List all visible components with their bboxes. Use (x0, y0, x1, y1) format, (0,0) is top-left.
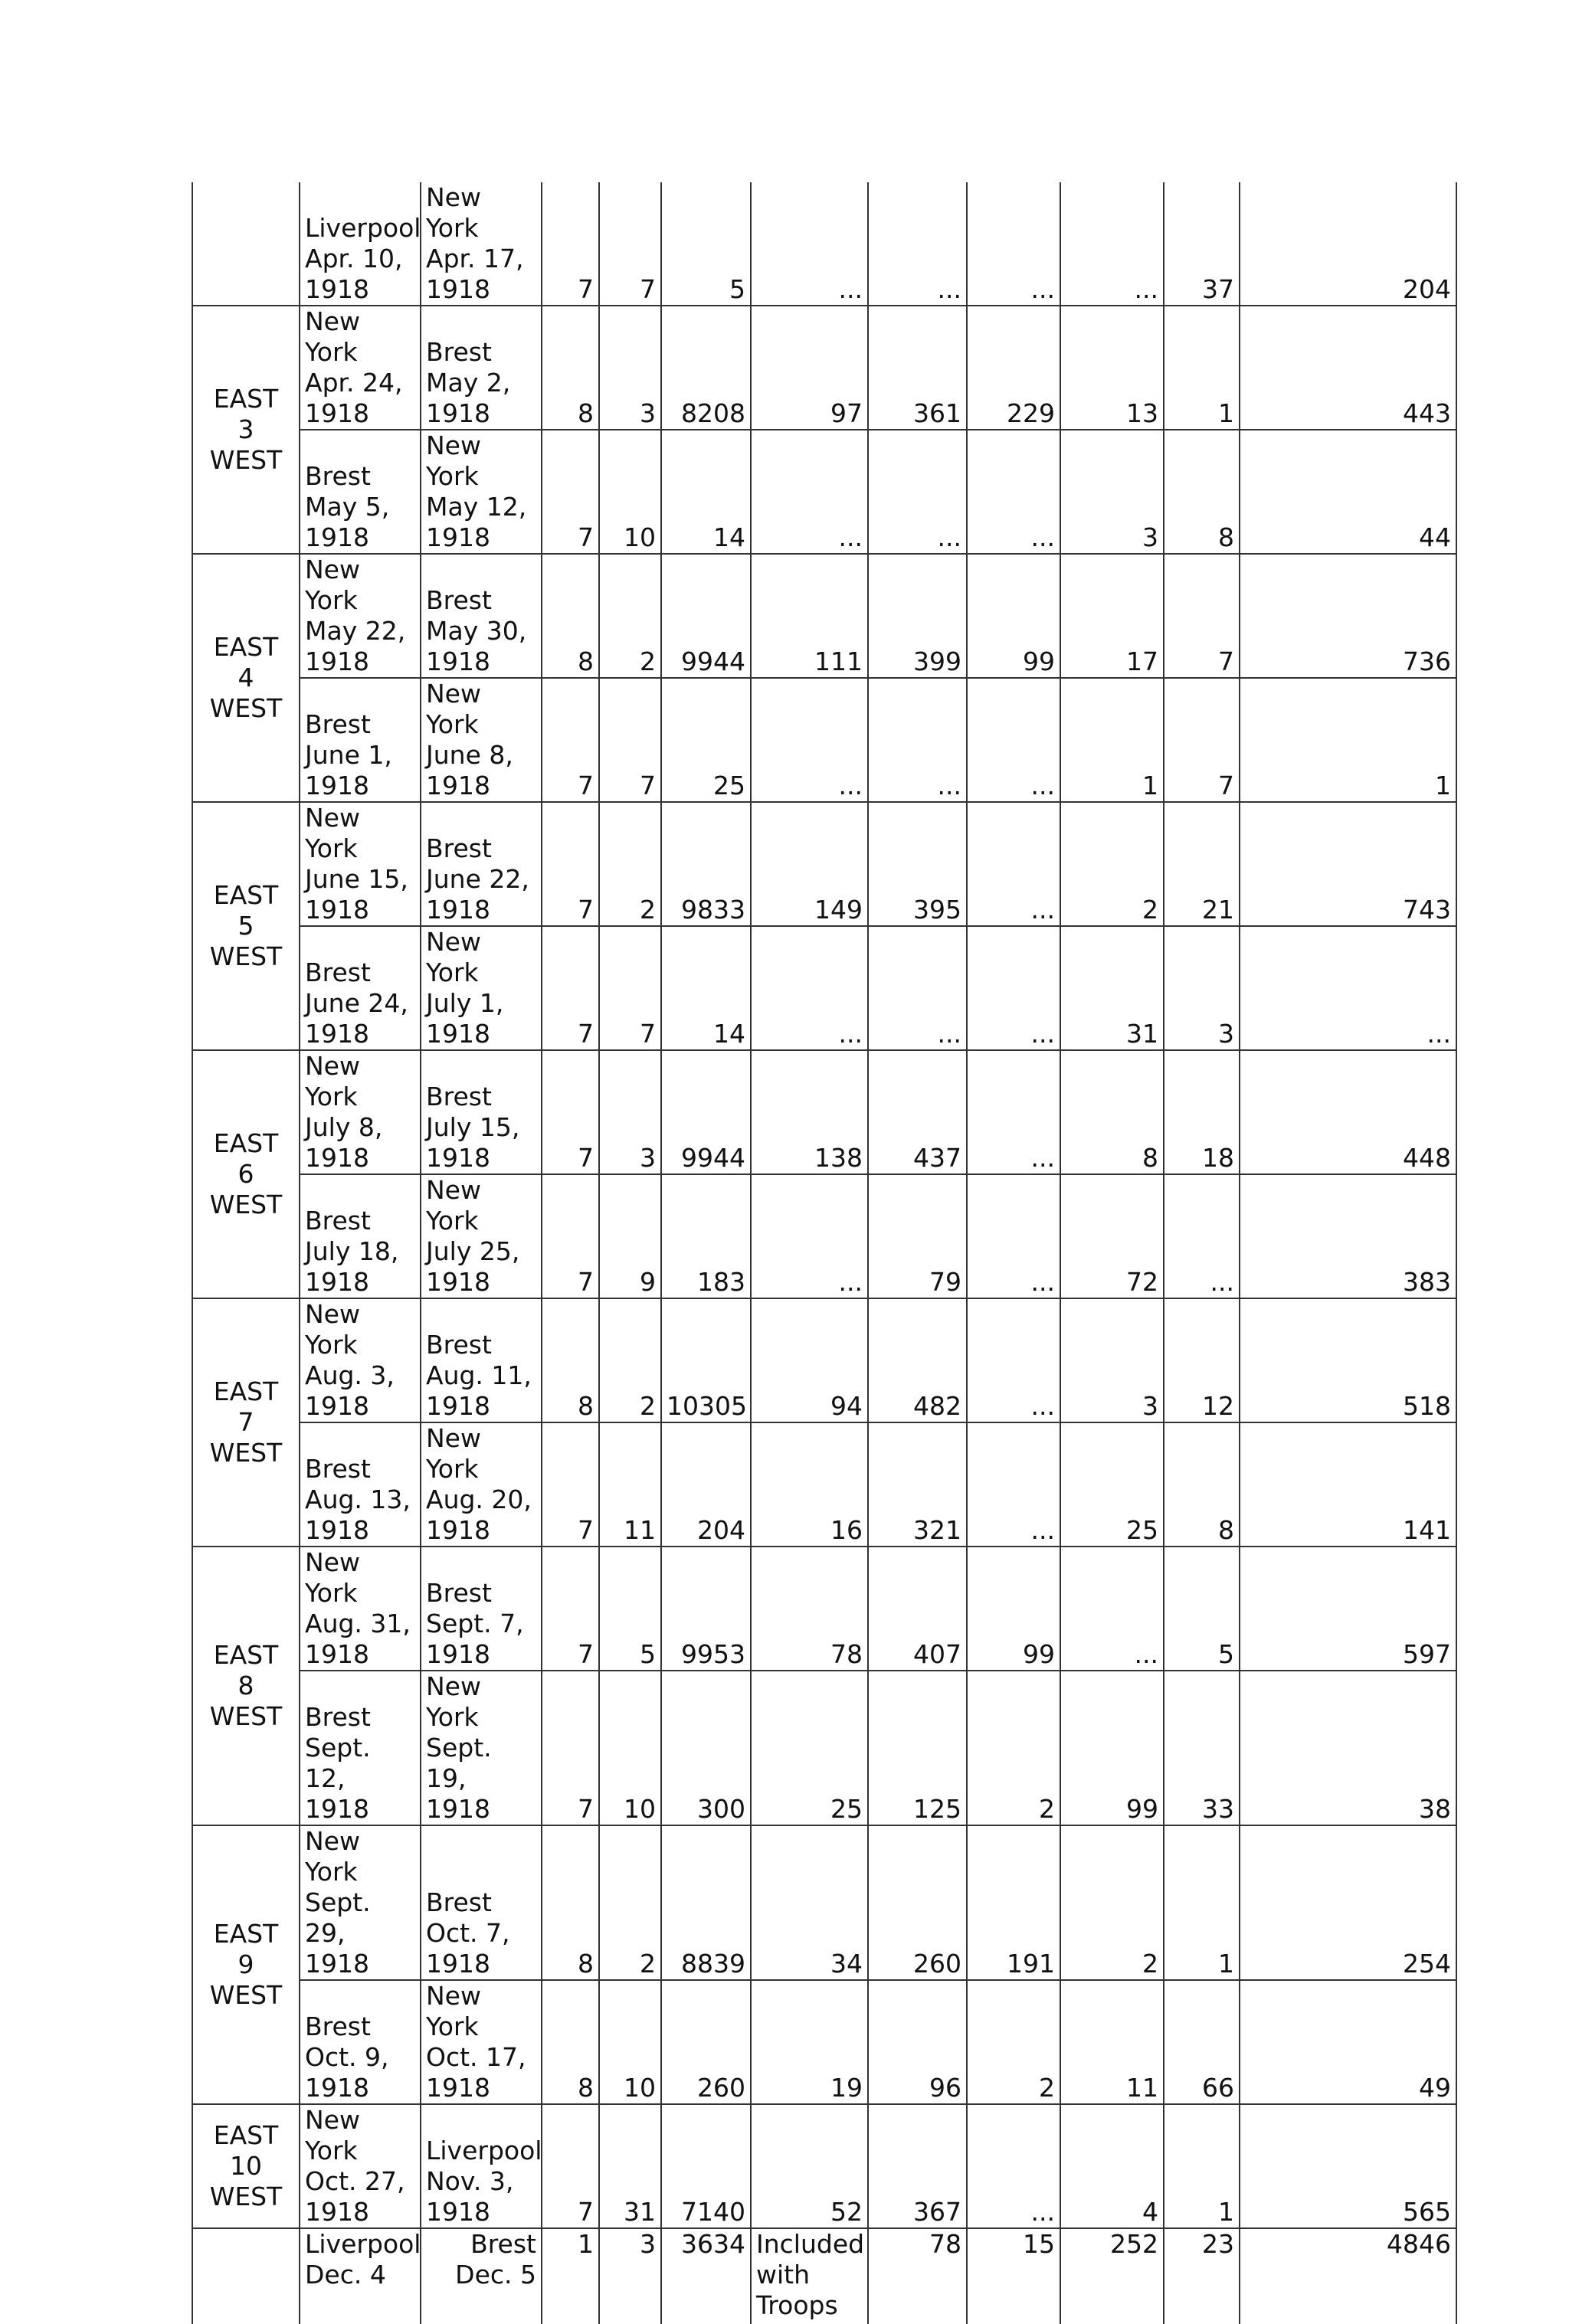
value-cell-c9: 4846 (1240, 2228, 1456, 2324)
value-cell-c2: 2 (599, 1825, 661, 1980)
value-cell-c3: 14 (661, 926, 751, 1050)
value-cell-c5: 260 (868, 1825, 967, 1980)
departure-cell: New York Aug. 3, 1918 (300, 1298, 421, 1422)
value-cell-c2: 9 (599, 1174, 661, 1298)
value-cell-c2: 31 (599, 2104, 661, 2228)
value-cell-c2: 3 (599, 1050, 661, 1174)
value-cell-c3: 9944 (661, 554, 751, 678)
arrival-cell: New York May 12, 1918 (421, 430, 542, 554)
departure-cell: Liverpool Dec. 4 (300, 2228, 421, 2324)
value-cell-c1: 8 (542, 1980, 599, 2104)
table-row (192, 1671, 1456, 1825)
value-cell-c2: 3 (599, 2228, 661, 2324)
value-cell-c3: 5 (661, 182, 751, 306)
voyage-group-cell: EAST 4 WEST (192, 554, 300, 802)
value-cell-c4: ... (751, 182, 868, 306)
value-cell-c1: 7 (542, 1174, 599, 1298)
value-cell-c5: 79 (868, 1174, 967, 1298)
value-cell-c3: 8208 (661, 306, 751, 430)
value-cell-c6: ... (967, 926, 1060, 1050)
arrival-cell: New York Oct. 17, 1918 (421, 1980, 542, 2104)
value-cell-c8: 21 (1164, 802, 1240, 926)
value-cell-c2: 11 (599, 1422, 661, 1547)
value-cell-c9: 141 (1240, 1422, 1456, 1547)
value-cell-c6: 191 (967, 1825, 1060, 1980)
value-cell-c3: 9953 (661, 1547, 751, 1671)
value-cell-c2: 2 (599, 1298, 661, 1422)
value-cell-c7: 8 (1060, 1050, 1164, 1174)
table-row (192, 1298, 1456, 1422)
value-cell-c4: 25 (751, 1671, 868, 1825)
value-cell-c8: 66 (1164, 1980, 1240, 2104)
value-cell-c9: 443 (1240, 306, 1456, 430)
value-cell-c8: 37 (1164, 182, 1240, 306)
table-row (192, 1547, 1456, 1671)
value-cell-c4: ... (751, 1174, 868, 1298)
value-cell-c4: 34 (751, 1825, 868, 1980)
value-cell-c2: 7 (599, 678, 661, 802)
value-cell-c9: 254 (1240, 1825, 1456, 1980)
value-cell-c6: ... (967, 802, 1060, 926)
value-cell-c8: 8 (1164, 430, 1240, 554)
value-cell-c6: ... (967, 182, 1060, 306)
value-cell-c5: ... (868, 430, 967, 554)
value-cell-c4: 149 (751, 802, 868, 926)
departure-cell: New York June 15, 1918 (300, 802, 421, 926)
value-cell-c7: 1 (1060, 678, 1164, 802)
value-cell-c7: ... (1060, 182, 1164, 306)
arrival-cell: New York July 1, 1918 (421, 926, 542, 1050)
value-cell-c1: 7 (542, 678, 599, 802)
value-cell-c9: 448 (1240, 1050, 1456, 1174)
value-cell-c3: 260 (661, 1980, 751, 2104)
value-cell-c8: 18 (1164, 1050, 1240, 1174)
table-row (192, 1174, 1456, 1298)
departure-cell: Brest May 5, 1918 (300, 430, 421, 554)
value-cell-c9: 38 (1240, 1671, 1456, 1825)
voyage-group-cell: EAST 5 WEST (192, 802, 300, 1050)
value-cell-c9: 597 (1240, 1547, 1456, 1671)
value-cell-c3: 8839 (661, 1825, 751, 1980)
table-row (192, 1825, 1456, 1980)
value-cell-c3: 10305 (661, 1298, 751, 1422)
departure-cell: New York May 22, 1918 (300, 554, 421, 678)
arrival-cell: Brest May 30, 1918 (421, 554, 542, 678)
value-cell-c5: 437 (868, 1050, 967, 1174)
table-row (192, 926, 1456, 1050)
value-cell-c8: 7 (1164, 678, 1240, 802)
departure-cell: Liverpool Apr. 10, 1918 (300, 182, 421, 306)
value-cell-c7: 3 (1060, 1298, 1164, 1422)
value-cell-c7: 4 (1060, 2104, 1164, 2228)
value-cell-c5: 407 (868, 1547, 967, 1671)
value-cell-c6: 229 (967, 306, 1060, 430)
table-row (192, 2104, 1456, 2228)
value-cell-c3: 25 (661, 678, 751, 802)
voyage-table-sheet (192, 182, 1451, 2320)
value-cell-c9: 204 (1240, 182, 1456, 306)
value-cell-c6: ... (967, 1422, 1060, 1547)
value-cell-c7: 17 (1060, 554, 1164, 678)
value-cell-c4: 138 (751, 1050, 868, 1174)
value-cell-c7: 31 (1060, 926, 1164, 1050)
table-row (192, 1980, 1456, 2104)
voyage-group-cell: EAST 10 WEST (192, 2104, 300, 2228)
value-cell-c3: 7140 (661, 2104, 751, 2228)
departure-cell: New York Sept. 29, 1918 (300, 1825, 421, 1980)
value-cell-c8: 23 (1164, 2228, 1240, 2324)
value-cell-c2: 10 (599, 1671, 661, 1825)
arrival-cell: Brest June 22, 1918 (421, 802, 542, 926)
departure-cell: Brest June 1, 1918 (300, 678, 421, 802)
voyage-group-cell (192, 182, 300, 306)
voyage-group-cell: EAST 9 WEST (192, 1825, 300, 2104)
arrival-cell: Brest Aug. 11, 1918 (421, 1298, 542, 1422)
value-cell-c4: 111 (751, 554, 868, 678)
value-cell-c1: 7 (542, 802, 599, 926)
voyage-group-cell: EAST 7 WEST (192, 1298, 300, 1547)
voyage-group-cell: EAST 6 WEST (192, 1050, 300, 1298)
value-cell-c3: 183 (661, 1174, 751, 1298)
value-cell-c1: 8 (542, 306, 599, 430)
table-row (192, 306, 1456, 430)
value-cell-c5: ... (868, 678, 967, 802)
arrival-cell: New York Apr. 17, 1918 (421, 182, 542, 306)
value-cell-c9: ... (1240, 926, 1456, 1050)
value-cell-c7: 2 (1060, 1825, 1164, 1980)
value-cell-c7: 13 (1060, 306, 1164, 430)
value-cell-c5: 125 (868, 1671, 967, 1825)
departure-cell: New York Oct. 27, 1918 (300, 2104, 421, 2228)
value-cell-c4: 16 (751, 1422, 868, 1547)
value-cell-c8: 7 (1164, 554, 1240, 678)
value-cell-c5: 395 (868, 802, 967, 926)
value-cell-c6: 2 (967, 1980, 1060, 2104)
value-cell-c9: 743 (1240, 802, 1456, 926)
value-cell-c8: 33 (1164, 1671, 1240, 1825)
value-cell-c5: 482 (868, 1298, 967, 1422)
value-cell-c4: ... (751, 926, 868, 1050)
value-cell-c9: 383 (1240, 1174, 1456, 1298)
value-cell-c2: 7 (599, 926, 661, 1050)
value-cell-c3: 300 (661, 1671, 751, 1825)
arrival-cell: Brest Sept. 7, 1918 (421, 1547, 542, 1671)
value-cell-c7: 25 (1060, 1422, 1164, 1547)
value-cell-c6: 99 (967, 1547, 1060, 1671)
value-cell-c8: 5 (1164, 1547, 1240, 1671)
value-cell-c7: 99 (1060, 1671, 1164, 1825)
value-cell-c9: 518 (1240, 1298, 1456, 1422)
value-cell-c1: 8 (542, 1298, 599, 1422)
value-cell-c2: 10 (599, 1980, 661, 2104)
arrival-cell: Brest Oct. 7, 1918 (421, 1825, 542, 1980)
departure-cell: Brest June 24, 1918 (300, 926, 421, 1050)
table-row (192, 554, 1456, 678)
value-cell-c5: ... (868, 926, 967, 1050)
voyage-table (192, 182, 1457, 2324)
value-cell-c6: ... (967, 2104, 1060, 2228)
value-cell-c6: 99 (967, 554, 1060, 678)
table-row (192, 430, 1456, 554)
value-cell-c1: 8 (542, 554, 599, 678)
value-cell-c4: 19 (751, 1980, 868, 2104)
arrival-cell: New York Aug. 20, 1918 (421, 1422, 542, 1547)
value-cell-c7: 252 (1060, 2228, 1164, 2324)
value-cell-c7: 72 (1060, 1174, 1164, 1298)
value-cell-c4: 78 (751, 1547, 868, 1671)
value-cell-c6: ... (967, 678, 1060, 802)
value-cell-c4: Included with Troops (751, 2228, 868, 2324)
arrival-cell: Liverpool Nov. 3, 1918 (421, 2104, 542, 2228)
departure-cell: New York Aug. 31, 1918 (300, 1547, 421, 1671)
value-cell-c1: 7 (542, 1671, 599, 1825)
value-cell-c2: 2 (599, 554, 661, 678)
value-cell-c5: ... (868, 182, 967, 306)
value-cell-c4: 52 (751, 2104, 868, 2228)
arrival-cell: Brest May 2, 1918 (421, 306, 542, 430)
value-cell-c6: ... (967, 1050, 1060, 1174)
value-cell-c5: 78 (868, 2228, 967, 2324)
table-row (192, 1422, 1456, 1547)
value-cell-c9: 44 (1240, 430, 1456, 554)
value-cell-c2: 7 (599, 182, 661, 306)
arrival-cell: New York July 25, 1918 (421, 1174, 542, 1298)
value-cell-c9: 1 (1240, 678, 1456, 802)
departure-cell: Brest Oct. 9, 1918 (300, 1980, 421, 2104)
value-cell-c5: 367 (868, 2104, 967, 2228)
value-cell-c3: 204 (661, 1422, 751, 1547)
value-cell-c3: 3634 (661, 2228, 751, 2324)
arrival-cell: New York June 8, 1918 (421, 678, 542, 802)
value-cell-c8: 1 (1164, 306, 1240, 430)
value-cell-c1: 7 (542, 1050, 599, 1174)
value-cell-c8: ... (1164, 1174, 1240, 1298)
value-cell-c6: ... (967, 1298, 1060, 1422)
value-cell-c3: 14 (661, 430, 751, 554)
value-cell-c5: 321 (868, 1422, 967, 1547)
value-cell-c1: 7 (542, 182, 599, 306)
departure-cell: Brest July 18, 1918 (300, 1174, 421, 1298)
voyage-group-cell (192, 2228, 300, 2324)
table-row (192, 1050, 1456, 1174)
value-cell-c2: 10 (599, 430, 661, 554)
value-cell-c4: ... (751, 678, 868, 802)
value-cell-c7: 11 (1060, 1980, 1164, 2104)
table-row (192, 802, 1456, 926)
value-cell-c8: 3 (1164, 926, 1240, 1050)
value-cell-c3: 9833 (661, 802, 751, 926)
value-cell-c9: 565 (1240, 2104, 1456, 2228)
table-row (192, 2228, 1456, 2324)
value-cell-c1: 7 (542, 1547, 599, 1671)
voyage-group-cell: EAST 8 WEST (192, 1547, 300, 1825)
value-cell-c9: 736 (1240, 554, 1456, 678)
value-cell-c1: 7 (542, 926, 599, 1050)
value-cell-c1: 8 (542, 1825, 599, 1980)
value-cell-c2: 5 (599, 1547, 661, 1671)
departure-cell: New York July 8, 1918 (300, 1050, 421, 1174)
departure-cell: Brest Aug. 13, 1918 (300, 1422, 421, 1547)
value-cell-c6: 2 (967, 1671, 1060, 1825)
value-cell-c3: 9944 (661, 1050, 751, 1174)
value-cell-c7: ... (1060, 1547, 1164, 1671)
arrival-cell: Brest July 15, 1918 (421, 1050, 542, 1174)
value-cell-c2: 2 (599, 802, 661, 926)
value-cell-c1: 7 (542, 1422, 599, 1547)
value-cell-c6: ... (967, 1174, 1060, 1298)
value-cell-c2: 3 (599, 306, 661, 430)
value-cell-c5: 96 (868, 1980, 967, 2104)
value-cell-c9: 49 (1240, 1980, 1456, 2104)
value-cell-c6: ... (967, 430, 1060, 554)
value-cell-c1: 1 (542, 2228, 599, 2324)
table-row (192, 182, 1456, 306)
value-cell-c4: ... (751, 430, 868, 554)
value-cell-c7: 3 (1060, 430, 1164, 554)
value-cell-c8: 1 (1164, 1825, 1240, 1980)
value-cell-c6: 15 (967, 2228, 1060, 2324)
voyage-group-cell: EAST 3 WEST (192, 306, 300, 554)
arrival-cell: New York Sept. 19, 1918 (421, 1671, 542, 1825)
value-cell-c5: 399 (868, 554, 967, 678)
value-cell-c1: 7 (542, 430, 599, 554)
value-cell-c8: 1 (1164, 2104, 1240, 2228)
value-cell-c8: 8 (1164, 1422, 1240, 1547)
voyage-table-body (192, 182, 1456, 2324)
value-cell-c4: 94 (751, 1298, 868, 1422)
value-cell-c5: 361 (868, 306, 967, 430)
value-cell-c4: 97 (751, 306, 868, 430)
departure-cell: Brest Sept. 12, 1918 (300, 1671, 421, 1825)
value-cell-c1: 7 (542, 2104, 599, 2228)
departure-cell: New York Apr. 24, 1918 (300, 306, 421, 430)
value-cell-c7: 2 (1060, 802, 1164, 926)
arrival-cell: Brest Dec. 5 (421, 2228, 542, 2324)
table-row (192, 678, 1456, 802)
value-cell-c8: 12 (1164, 1298, 1240, 1422)
